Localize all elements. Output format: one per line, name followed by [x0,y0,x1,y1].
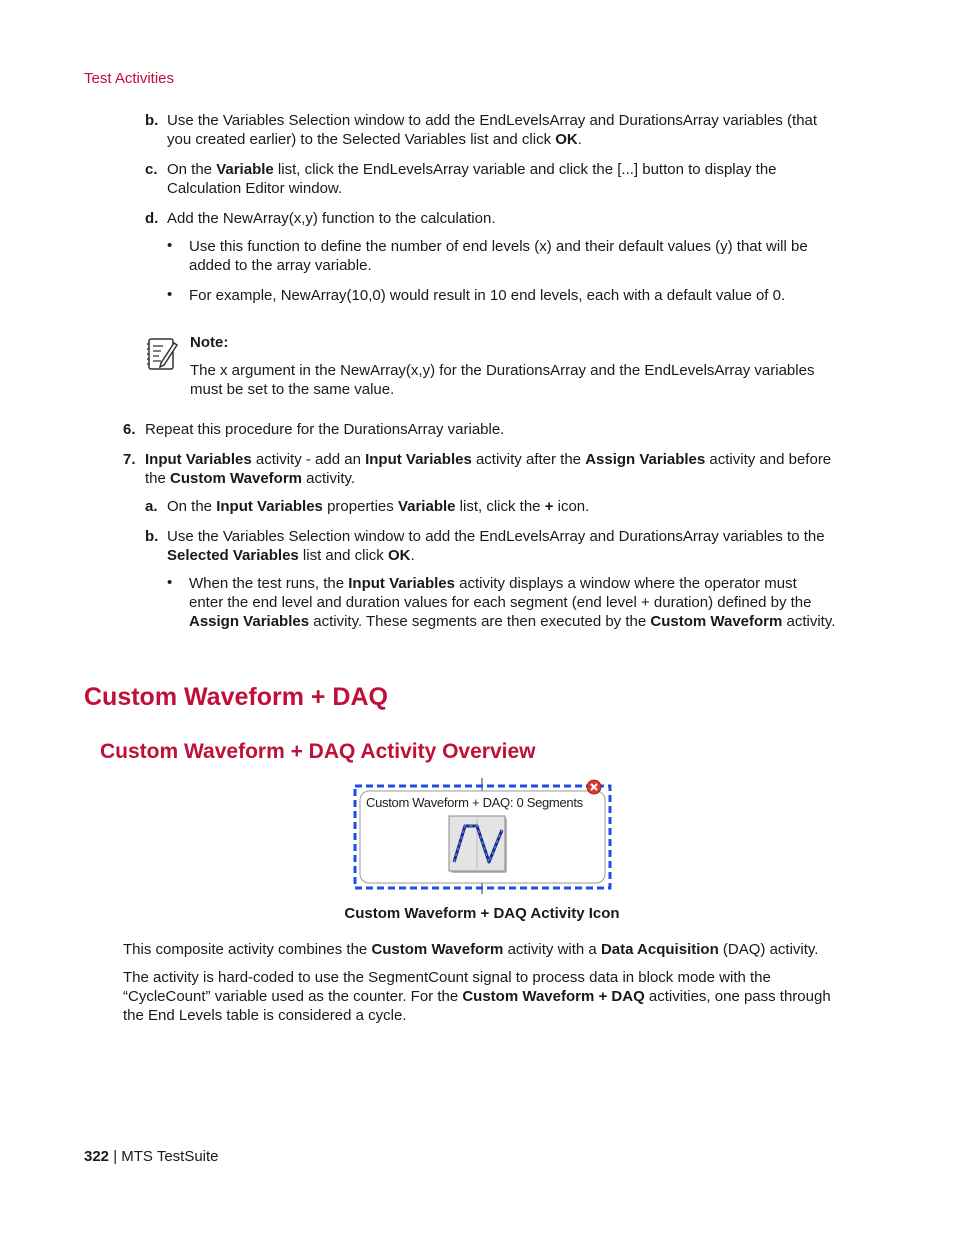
list-item: For example, NewArray(10,0) would result in 10 end levels, each with a default value of 0. [189,287,786,304]
step-7a-text: On the Input Variables properties Variable list, click the + icon. [167,498,590,515]
paragraph: This composite activity combines the Custom Waveform activity with a Data Acquisition (DAQ) activity. [123,941,819,958]
step-7-text: Input Variables activity - add an Input Variables activity after the Assign Variables activity and before the Custom Waveform activity. [145,451,832,487]
paragraph: The activity is hard-coded to use the SegmentCount signal to process data in block mode with the “CycleCount” variable used as the counter. For the Custom Waveform + DAQ activities, one pass through the End Levels table is considered a cycle. [123,969,831,1024]
subsection-heading: Custom Waveform + DAQ Activity Overview [100,740,536,763]
step-c-label: c. [145,161,158,178]
figure-caption: Custom Waveform + DAQ Activity Icon [344,905,620,922]
step-6-label: 6. [123,421,136,438]
step-7a-label: a. [145,498,158,515]
step-6-text: Repeat this procedure for the DurationsArray variable. [145,421,505,438]
note-icon [145,335,179,373]
step-b-label: b. [145,112,159,129]
activity-figure [350,776,616,896]
close-icon[interactable] [586,779,602,795]
bullet-dot: • [167,237,173,254]
activity-label: Custom Waveform + DAQ: 0 Segments [366,795,583,810]
note-title: Note: [190,334,229,351]
section-heading: Custom Waveform + DAQ [84,683,388,711]
page-number: 322 [84,1148,110,1165]
step-c-text: On the Variable list, click the EndLevelsArray variable and click the [...] button to display the Calculation Editor window. [167,161,777,197]
step-7b-label: b. [145,528,159,545]
footer-separator: | [109,1148,122,1165]
list-item: When the test runs, the Input Variables activity displays a window where the operator must enter the end level and duration values for each segment (end level + duration) defined by the Assign Variables activity. These segments are then executed by the Custom Waveform activity. [189,575,836,630]
step-7-label: 7. [123,451,136,468]
step-d-text: Add the NewArray(x,y) function to the calculation. [167,210,496,227]
list-item: Use this function to define the number of end levels (x) and their default values (y) that will be added to the array variable. [189,238,808,274]
running-head: Test Activities [84,70,175,87]
footer-title: MTS TestSuite [121,1148,219,1165]
note-body: The x argument in the NewArray(x,y) for the DurationsArray and the EndLevelsArray variables must be set to the same value. [190,362,815,398]
bullet-dot: • [167,574,173,591]
step-b-text: Use the Variables Selection window to add the EndLevelsArray and DurationsArray variables (that you created earlier) to the Selected Variables list and click OK. [167,112,818,148]
bullet-dot: • [167,286,173,303]
step-d-label: d. [145,210,159,227]
page-footer [84,1148,219,1165]
step-7b-text: Use the Variables Selection window to add the EndLevelsArray and DurationsArray variables to the Selected Variables list and click OK. [167,528,825,564]
